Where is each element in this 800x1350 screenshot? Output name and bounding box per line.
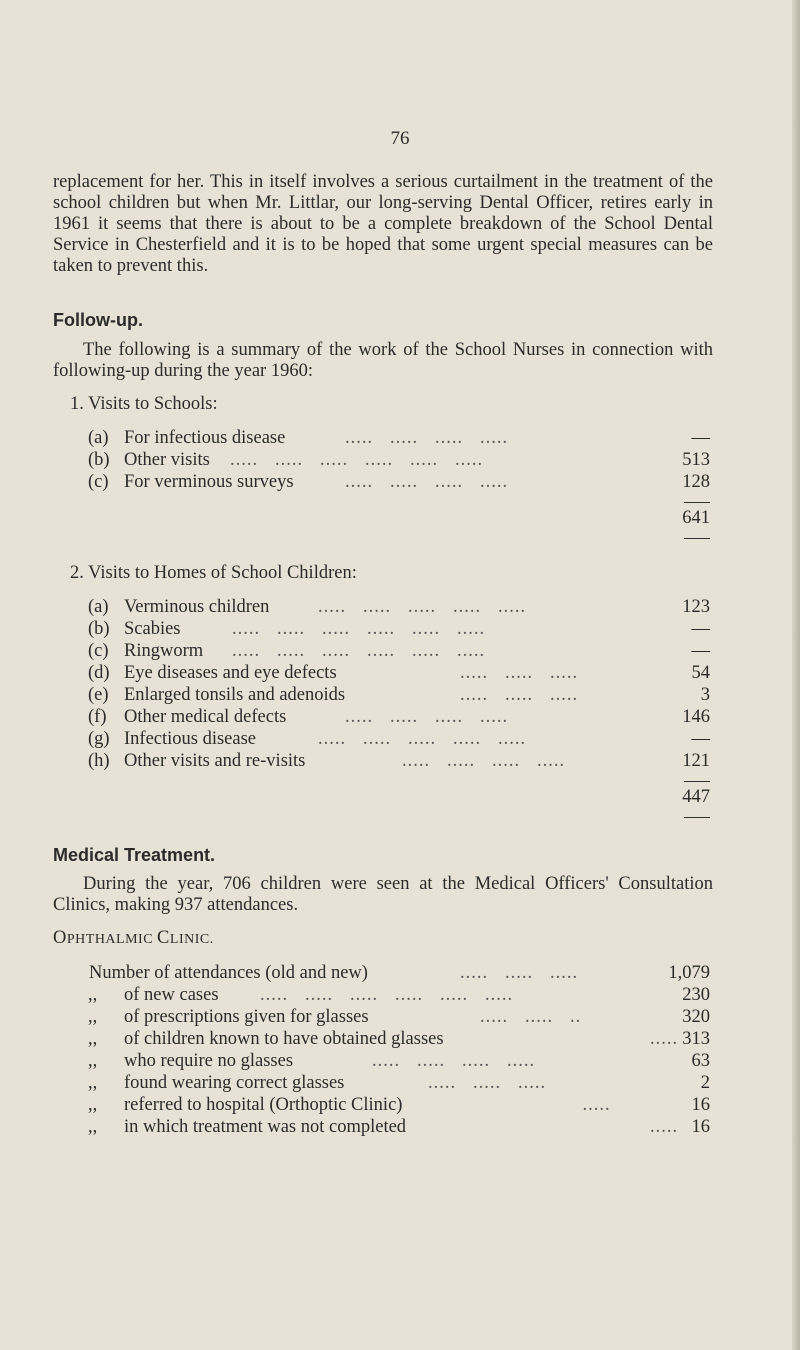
list-item: (b) Scabies ..... ..... ..... ..... ..... ..... —	[88, 619, 710, 639]
total-rule	[684, 538, 710, 539]
list-item: (h) Other visits and re-visits ..... ..... ..... ..... 121	[88, 751, 710, 771]
dot-leader: ..... ..... ..... ..... ..... .....	[232, 619, 486, 639]
list-item: (c) For verminous surveys ..... ..... ..... ..... 128	[88, 472, 710, 492]
dot-leader: ..... ..... ..... ..... ..... .....	[232, 641, 486, 661]
list-item: (a) For infectious disease ..... ..... ..... ..... —	[88, 428, 710, 448]
clinic-row: ,, of prescriptions given for glasses ..... ..... .. 320	[88, 1007, 710, 1027]
total-rule	[684, 781, 710, 782]
clinic-row: ,, who require no glasses ..... ..... ..... ..... 63	[88, 1051, 710, 1071]
dot-leader: ..... ..... ..... ..... ..... .....	[230, 450, 484, 470]
visits-to-schools-title: 1. Visits to Schools:	[70, 394, 218, 414]
follow-up-heading: Follow-up.	[53, 310, 143, 330]
dot-leader: ..... ..... ..... .....	[345, 707, 509, 727]
ophthalmic-clinic-title: OPHTHALMIC CLINIC.	[53, 928, 214, 948]
dot-leader: ..... ..... ..	[480, 1007, 582, 1027]
page-edge-shadow	[792, 0, 800, 1350]
visits-to-homes-total: 447	[682, 787, 710, 807]
dot-leader: ..... ..... ..... .....	[372, 1051, 536, 1071]
dot-leader: ..... ..... .....	[460, 663, 579, 683]
dot-leader: ..... ..... .....	[460, 685, 579, 705]
dot-leader: ..... ..... ..... ..... .....	[318, 729, 527, 749]
list-item: (a) Verminous children ..... ..... ..... ..... ..... 123	[88, 597, 710, 617]
intro-paragraph: replacement for her. This in itself involves a serious curtailment in the treatment of the school children but when Mr. Littlar, our long-serving Dental Officer, retires early in 1961 it seems that there is about to be a complete breakdown of the School Dental Service in Chesterfield and it is to be hoped that some urgent special measures can be taken to prevent this.	[53, 172, 713, 276]
dot-leader: ..... ..... ..... .....	[345, 472, 509, 492]
dot-leader: ..... ..... ..... .....	[345, 428, 509, 448]
dot-leader: ..... ..... ..... ..... .....	[318, 597, 527, 617]
clinic-row: ,, referred to hospital (Orthoptic Clinic) ..... 16	[88, 1095, 710, 1115]
total-rule	[684, 502, 710, 503]
medical-treatment-paragraph: During the year, 706 children were seen at the Medical Officers' Consultation Clinics, making 937 attendances.	[53, 874, 713, 915]
medical-treatment-heading: Medical Treatment.	[53, 845, 216, 865]
dot-leader: .....	[650, 1029, 679, 1049]
dot-leader: ..... ..... ..... .....	[402, 751, 566, 771]
list-item: (b) Other visits ..... ..... ..... ..... ..... ..... 513	[88, 450, 710, 470]
list-item: (d) Eye diseases and eye defects ..... ..... ..... 54	[88, 663, 710, 683]
clinic-row: Number of attendances (old and new) ..... ..... ..... 1,079	[89, 963, 710, 983]
clinic-row: ,, found wearing correct glasses ..... ..... ..... 2	[88, 1073, 710, 1093]
visits-to-homes-title: 2. Visits to Homes of School Children:	[70, 563, 357, 583]
list-item: (c) Ringworm ..... ..... ..... ..... ..... ..... —	[88, 641, 710, 661]
dot-leader: ..... ..... ..... ..... ..... .....	[260, 985, 514, 1005]
list-item: (e) Enlarged tonsils and adenoids ..... ..... ..... 3	[88, 685, 710, 705]
list-item: (f) Other medical defects ..... ..... ..... ..... 146	[88, 707, 710, 727]
clinic-row: ,, of children known to have obtained glasses ..... 313	[88, 1029, 710, 1049]
dot-leader: .....	[560, 1095, 611, 1115]
dot-leader: .....	[650, 1117, 679, 1137]
total-rule	[684, 817, 710, 818]
page-number: 76	[390, 128, 410, 149]
follow-up-summary: The following is a summary of the work of the School Nurses in connection with following-up during the year 1960:	[53, 340, 713, 381]
clinic-row: ,, in which treatment was not completed ..... 16	[88, 1117, 710, 1137]
clinic-row: ,, of new cases ..... ..... ..... ..... ..... ..... 230	[88, 985, 710, 1005]
dot-leader: ..... ..... .....	[428, 1073, 547, 1093]
dot-leader: ..... ..... .....	[460, 963, 579, 983]
list-item: (g) Infectious disease ..... ..... ..... ..... ..... —	[88, 729, 710, 749]
visits-to-schools-total: 641	[682, 508, 710, 528]
